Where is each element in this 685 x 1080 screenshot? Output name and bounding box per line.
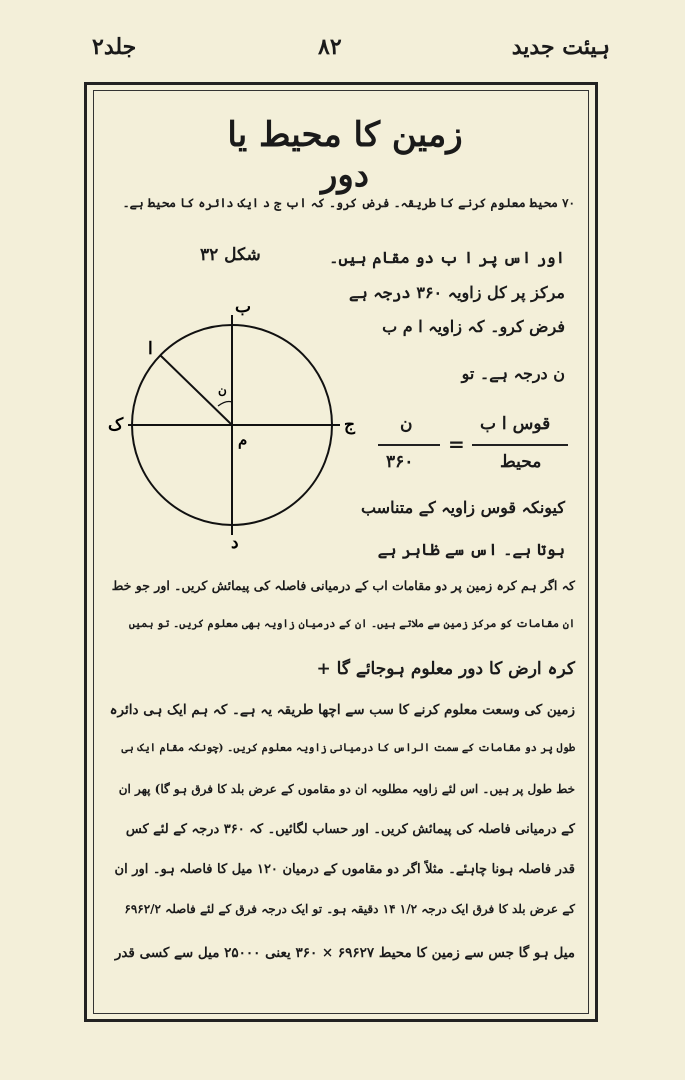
formula-right-bar — [378, 444, 440, 446]
page-header — [0, 34, 685, 64]
label-center: م — [238, 431, 248, 449]
formula-left-denominator: محیط — [500, 452, 542, 472]
formula-left-bar — [472, 444, 568, 446]
volume-label: جلد۲ — [92, 34, 137, 60]
formula-right-denominator: ۳۶۰ — [386, 452, 414, 472]
text-line-10: کرہ ارض کا دور معلوم ہوجائے گا + — [316, 659, 575, 679]
label-angle: ن — [218, 383, 227, 397]
text-line-6: کیونکہ قوس زاویہ کے متناسب — [360, 498, 565, 517]
text-line-16: کے عرض بلد کا فرق ایک درجہ ۱/۲ ۱۴ دقیقہ ہو۔ تو ایک درجہ فرق کے لئے فاصلہ ۶۹۶۲/۲ — [124, 902, 575, 916]
figure-caption: شکل ۳۲ — [200, 245, 261, 265]
text-line-13: خط طول پر ہیں۔ اس لئے زاویہ مطلوبہ ان دو مقاموں کے عرض بلد کا فرق ہو گا) پھر ان — [118, 782, 575, 796]
label-bottom: د — [231, 533, 239, 550]
section-title: زمین کا محیط یا دور — [227, 115, 463, 195]
text-line-12: طول پر دو مقامات کے سمت الراس کا درمیانی زاویہ معلوم کریں۔ (چونکہ مقام ایک ہی — [121, 742, 575, 754]
angle-arc — [218, 402, 232, 407]
circle-diagram — [100, 290, 370, 550]
label-right: ج — [344, 415, 355, 435]
running-title: ہیئت جدید — [511, 34, 610, 60]
formula-right-numerator: ن — [400, 414, 413, 434]
label-point-a: ا — [148, 339, 153, 359]
text-line-14: کے درمیانی فاصلہ کی پیمائش کریں۔ اور حساب لگائیں۔ کہ ۳۶۰ درجہ کے لئے کس — [125, 822, 575, 837]
text-line-5: ن درجہ ہے۔ تو — [461, 364, 565, 383]
text-line-7: ہوتا ہے۔ اس سے ظاہر ہے — [377, 540, 565, 559]
text-line-3: مرکز پر کل زاویہ ۳۶۰ درجہ ہے — [348, 283, 565, 302]
proportion-formula — [372, 408, 572, 488]
text-line-9: ان مقامات کو مرکز زمین سے ملاتے ہیں۔ ان کے درمیان زاویہ بھی معلوم کریں۔ تو ہمیں — [128, 618, 575, 630]
circle-figure — [100, 290, 370, 554]
text-line-4: فرض کرو۔ کہ زاویہ ا م ب — [382, 317, 565, 336]
text-line-15: قدر فاصلہ ہونا چاہئے۔ مثلاً اگر دو مقاموں کے درمیان ۱۲۰ میل کا فاصلہ ہو۔ اور ان — [114, 862, 575, 877]
text-line-11: زمین کی وسعت معلوم کرنے کا سب سے اچھا طریقہ یہ ہے۔ کہ ہم ایک ہی دائرہ — [109, 702, 575, 718]
label-top: ب — [235, 297, 252, 317]
text-line-2: اور اس پر ا ب دو مقام ہیں۔ — [329, 248, 565, 267]
label-left: ک — [108, 415, 124, 435]
page-number: ۸۲ — [318, 34, 342, 60]
formula-equals: = — [448, 432, 465, 456]
formula-left-numerator: قوس ا ب — [480, 414, 551, 434]
text-line-8: کہ اگر ہم کرہ زمین پر دو مقامات اب کے درمیانی فاصلہ کی پیمائش کریں۔ اور جو خط — [111, 578, 575, 593]
text-line-1: ۷۰ محیط معلوم کرنے کا طریقہ۔ فرض کرو۔ کہ اب ج د ایک دائرہ کا محیط ہے۔ — [122, 196, 575, 210]
text-line-17: میل ہو گا جس سے زمین کا محیط ۶۹۶۲۷ × ۳۶۰ یعنی ۲۵۰۰۰ میل سے کسی قدر — [114, 945, 575, 961]
